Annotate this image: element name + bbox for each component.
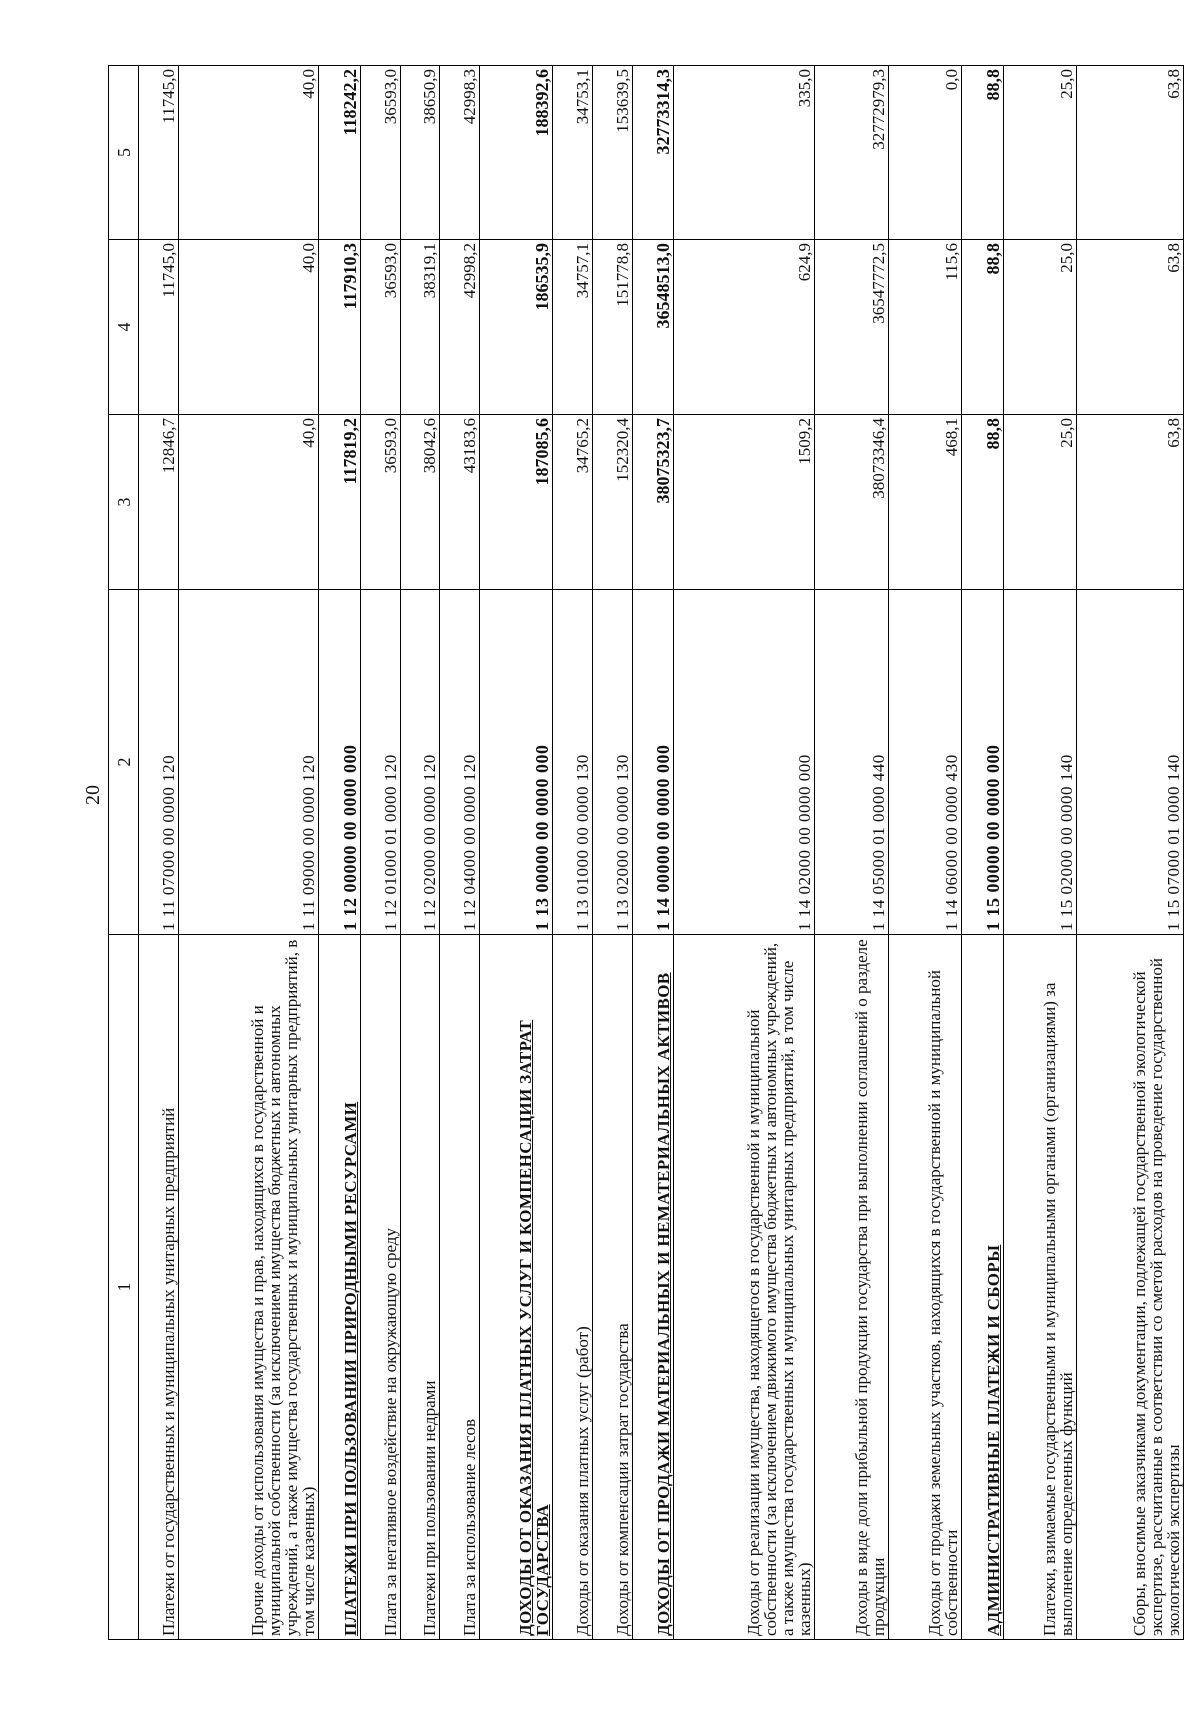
row-name: Платежи от государственных и муниципальных унитарных предприятий	[139, 935, 179, 1640]
row-value-col3: 117819,2	[319, 415, 361, 590]
row-value-col5: 118242,2	[319, 66, 361, 240]
row-value-col5: 40,0	[178, 66, 319, 240]
table-row	[553, 66, 593, 1640]
row-value-col3: 38042,6	[400, 415, 440, 590]
row-value-col4: 624,9	[674, 240, 815, 415]
row-value-col4: 25,0	[1003, 240, 1076, 415]
table-row	[178, 66, 319, 1640]
row-value-col4: 42998,2	[440, 240, 480, 415]
row-value-col5: 25,0	[1003, 66, 1076, 240]
row-code: 1 11 09000 00 0000 120	[178, 590, 319, 935]
row-value-col5: 36593,0	[361, 66, 401, 240]
row-value-col5: 32772979,3	[815, 66, 888, 240]
budget-table	[108, 65, 1184, 1640]
row-code: 1 15 00000 00 0000 000	[961, 590, 1003, 935]
row-value-col5: 0,0	[888, 66, 961, 240]
row-value-col3: 43183,6	[440, 415, 480, 590]
row-code: 1 12 04000 00 0000 120	[440, 590, 480, 935]
row-value-col5: 63,8	[1076, 66, 1183, 240]
row-name: ДОХОДЫ ОТ ПРОДАЖИ МАТЕРИАЛЬНЫХ И НЕМАТЕРИАЛЬНЫХ АКТИВОВ	[632, 935, 674, 1640]
column-header: 1	[109, 935, 139, 1640]
row-value-col3: 187085,6	[480, 415, 553, 590]
column-header: 2	[109, 590, 139, 935]
row-value-col3: 1509,2	[674, 415, 815, 590]
column-header: 4	[109, 240, 139, 415]
row-value-col4: 88,8	[961, 240, 1003, 415]
row-value-col3: 40,0	[178, 415, 319, 590]
row-name: Доходы в виде доли прибыльной продукции государства при выполнении соглашений о разделе продукции	[815, 935, 888, 1640]
row-code: 1 14 00000 00 0000 000	[632, 590, 674, 935]
row-code: 1 14 06000 00 0000 430	[888, 590, 961, 935]
row-value-col3: 152320,4	[593, 415, 633, 590]
row-value-col3: 34765,2	[553, 415, 593, 590]
row-code: 1 11 07000 00 0000 120	[139, 590, 179, 935]
row-value-col4: 151778,8	[593, 240, 633, 415]
page-number: 20	[82, 785, 104, 805]
row-value-col5: 34753,1	[553, 66, 593, 240]
row-name: Доходы от реализации имущества, находящегося в государственной и муниципальной собственности (за исключением движимого имущества бюджетных и автономных учреждений, а также имущества государственных и муниципальных унитарных предприятий, в том числе казенных)	[674, 935, 815, 1640]
row-code: 1 14 02000 00 0000 000	[674, 590, 815, 935]
row-value-col3: 38075323,7	[632, 415, 674, 590]
section-row	[319, 66, 361, 1640]
row-name: Доходы от компенсации затрат государства	[593, 935, 633, 1640]
table-row	[400, 66, 440, 1640]
row-value-col4: 11745,0	[139, 240, 179, 415]
row-name: Плата за негативное воздействие на окружающую среду	[361, 935, 401, 1640]
table-row	[1003, 66, 1076, 1640]
row-name: Прочие доходы от использования имущества и прав, находящихся в государственной и муниципальной собственности (за исключением имущества бюджетных и автономных учреждений, а также имущества государственных и муниципальных унитарных предприятий, в том числе казенных)	[178, 935, 319, 1640]
row-value-col5: 42998,3	[440, 66, 480, 240]
table-row	[139, 66, 179, 1640]
section-row	[480, 66, 553, 1640]
row-name: Сборы, вносимые заказчиками документации, подлежащей государственной экологической экспертизе, рассчитанные в соответствии со сметой расходов на проведение государственной экологической экспертизы	[1076, 935, 1183, 1640]
row-code: 1 12 02000 00 0000 120	[400, 590, 440, 935]
row-value-col5: 38650,9	[400, 66, 440, 240]
row-value-col5: 88,8	[961, 66, 1003, 240]
table-row	[1076, 66, 1183, 1640]
table-row	[888, 66, 961, 1640]
row-value-col4: 40,0	[178, 240, 319, 415]
row-value-col4: 36548513,0	[632, 240, 674, 415]
row-code: 1 15 07000 01 0000 140	[1076, 590, 1183, 935]
row-name: Доходы от оказания платных услуг (работ)	[553, 935, 593, 1640]
row-name: Платежи при пользовании недрами	[400, 935, 440, 1640]
row-value-col5: 153639,5	[593, 66, 633, 240]
table-row	[361, 66, 401, 1640]
row-value-col3: 36593,0	[361, 415, 401, 590]
table-body	[139, 66, 1184, 1640]
rotated-table-wrapper	[108, 66, 1184, 1640]
row-name: ПЛАТЕЖИ ПРИ ПОЛЬЗОВАНИИ ПРИРОДНЫМИ РЕСУРСАМИ	[319, 935, 361, 1640]
row-value-col4: 36547772,5	[815, 240, 888, 415]
section-row	[632, 66, 674, 1640]
row-value-col5: 335,0	[674, 66, 815, 240]
row-value-col4: 63,8	[1076, 240, 1183, 415]
row-value-col4: 186535,9	[480, 240, 553, 415]
row-code: 1 12 00000 00 0000 000	[319, 590, 361, 935]
row-value-col3: 88,8	[961, 415, 1003, 590]
table-row	[593, 66, 633, 1640]
row-value-col5: 11745,0	[139, 66, 179, 240]
row-name: Доходы от продажи земельных участков, находящихся в государственной и муниципальной собственности	[888, 935, 961, 1640]
row-value-col3: 468,1	[888, 415, 961, 590]
row-value-col4: 34757,1	[553, 240, 593, 415]
row-code: 1 13 01000 00 0000 130	[553, 590, 593, 935]
row-value-col4: 115,6	[888, 240, 961, 415]
row-name: Платежи, взимаемые государственными и муниципальными органами (организациями) за выполнение определенных функций	[1003, 935, 1076, 1640]
row-name: Плата за использование лесов	[440, 935, 480, 1640]
table-row	[815, 66, 888, 1640]
row-value-col3: 25,0	[1003, 415, 1076, 590]
row-value-col3: 63,8	[1076, 415, 1183, 590]
row-name: ДОХОДЫ ОТ ОКАЗАНИЯ ПЛАТНЫХ УСЛУГ И КОМПЕНСАЦИИ ЗАТРАТ ГОСУДАРСТВА	[480, 935, 553, 1640]
row-code: 1 13 02000 00 0000 130	[593, 590, 633, 935]
row-value-col4: 36593,0	[361, 240, 401, 415]
row-value-col5: 188392,6	[480, 66, 553, 240]
table-row	[674, 66, 815, 1640]
row-value-col4: 117910,3	[319, 240, 361, 415]
column-header: 3	[109, 415, 139, 590]
row-name: АДМИНИСТРАТИВНЫЕ ПЛАТЕЖИ И СБОРЫ	[961, 935, 1003, 1640]
table-row	[440, 66, 480, 1640]
row-value-col5: 32773314,3	[632, 66, 674, 240]
row-code: 1 14 05000 01 0000 440	[815, 590, 888, 935]
table-header-row	[109, 66, 139, 1640]
row-code: 1 12 01000 01 0000 120	[361, 590, 401, 935]
row-value-col4: 38319,1	[400, 240, 440, 415]
section-row	[961, 66, 1003, 1640]
row-code: 1 15 02000 00 0000 140	[1003, 590, 1076, 935]
column-header: 5	[109, 66, 139, 240]
row-code: 1 13 00000 00 0000 000	[480, 590, 553, 935]
row-value-col3: 12846,7	[139, 415, 179, 590]
row-value-col3: 38073346,4	[815, 415, 888, 590]
